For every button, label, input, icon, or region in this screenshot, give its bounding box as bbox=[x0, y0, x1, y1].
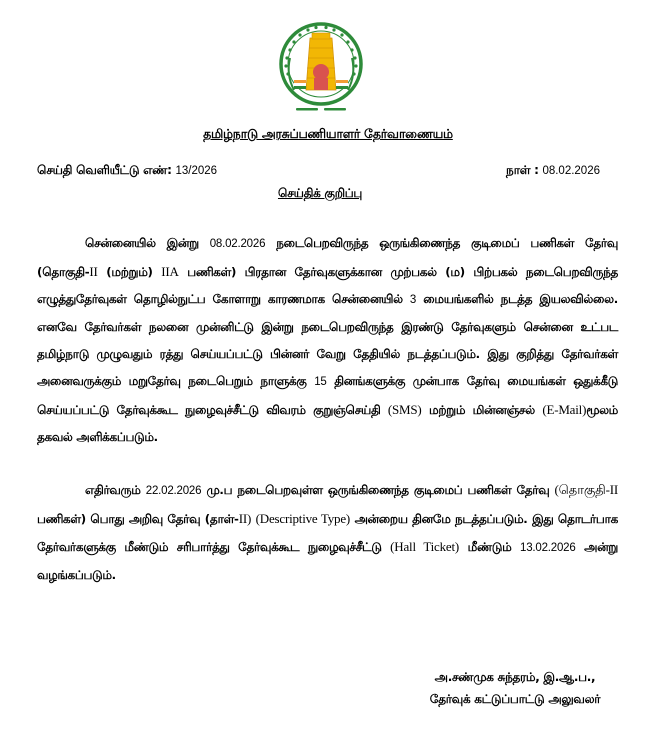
tamil-nadu-government-emblem-icon bbox=[276, 20, 366, 116]
text: சென்னையில் இன்று bbox=[85, 236, 199, 250]
text: (Descriptive Type) bbox=[255, 511, 351, 526]
text: அன்று வழங்கப்படும். bbox=[37, 540, 618, 582]
text: (Hall Ticket) bbox=[390, 539, 460, 554]
text: மூலம் தகவல் அளிக்கப்படும். bbox=[37, 403, 618, 444]
date-value: 08.02.2026 bbox=[542, 165, 600, 177]
text: மற்றும் மின்னஞ்சல் bbox=[429, 403, 535, 417]
text: எதிர்வரும் bbox=[85, 483, 141, 497]
text: II bbox=[89, 264, 98, 279]
text: (E-Mail) bbox=[542, 402, 587, 417]
signatory-designation: தேர்வுக் கட்டுப்பாட்டு அலுவலர் bbox=[429, 692, 601, 706]
days-count: 15 bbox=[314, 376, 327, 388]
press-release-meta bbox=[37, 163, 600, 179]
text: தினங்களுக்கு முன்பாக தேர்வு மையங்கள் ஒதுக்கீடு செய்யப்பட்டு தேர்வுக்கூட நுழைவுச்சீட்டு விவரம் குறுஞ்செய்தி bbox=[37, 374, 618, 417]
organization-title: தமிழ்நாடு அரசுப்பணியாளர் தேர்வாணையம் bbox=[203, 126, 453, 141]
text: IIA bbox=[161, 264, 179, 279]
text: II) bbox=[238, 511, 252, 526]
document-type-heading: செய்திக் குறிப்பு bbox=[277, 186, 363, 200]
text: அன்றைய தினமே நடத்தப்படும். இது தொடர்பாக தேர்வர்களுக்கு மீண்டும் சரிபார்த்து தேர்வுக்கூட நுழைவுச்சீட்டு bbox=[37, 512, 618, 554]
paragraph-descriptive-exam bbox=[37, 476, 618, 589]
text: (தொகுதி-II bbox=[554, 482, 618, 497]
signatory-name: அ.சண்முக சுந்தரம், இ.ஆ.ப., bbox=[434, 670, 596, 684]
press-release-label: செய்தி வெளியீட்டு எண்: bbox=[37, 163, 172, 177]
press-release-number: 13/2026 bbox=[175, 165, 218, 177]
date-label: நாள் : bbox=[506, 163, 539, 177]
press-release-number-field bbox=[37, 163, 217, 179]
text: பணிகள்) பொது அறிவு தேர்வு (தாள்- bbox=[37, 512, 239, 526]
text: பணிகள்) பிரதான தேர்வுகளுக்கான முற்பகல் (ம) பிற்பகல் நடைபெறவிருந்த எழுத்துதேர்வுகள் தொழில்நுட்ப கோளாறு காரணமாக சென்னையில் bbox=[37, 265, 618, 306]
exam-date: 08.02.2026 bbox=[209, 238, 266, 250]
text: நடைபெறவிருந்த ஒருங்கிணைந்த குடிமைப் பணிகள் தேர்வு (தொகுதி- bbox=[37, 236, 618, 279]
hall-ticket-date: 13.02.2026 bbox=[520, 542, 576, 554]
text: (மற்றும்) bbox=[106, 265, 153, 279]
exam-date: 22.02.2026 bbox=[145, 485, 202, 497]
text: (SMS) bbox=[387, 402, 422, 417]
center-count: 3 bbox=[409, 294, 417, 306]
text: மீண்டும் bbox=[467, 540, 512, 554]
date-field bbox=[506, 163, 600, 179]
text: மையங்களில் நடத்த இயலவில்லை. எனவே தேர்வர்கள் நலனை முன்னிட்டு இன்று நடைபெறவிருந்த இரண்டு தேர்வுகளும் சென்னை உட்பட தமிழ்நாடு முழுவதும் ரத்து செய்யப்பட்டு பின்னர் வேறு தேதியில் நடத்தப்படும். இது குறித்து தேர்வர்கள் அனைவருக்கும் மறுதேர்வு நடைபெறும் நாளுக்கு bbox=[37, 292, 618, 388]
text: மு.ப நடைபெறவுள்ள ஒருங்கிணைந்த குடிமைப் பணிகள் தேர்வு bbox=[206, 483, 550, 497]
paragraph-exam-cancellation bbox=[37, 230, 618, 451]
